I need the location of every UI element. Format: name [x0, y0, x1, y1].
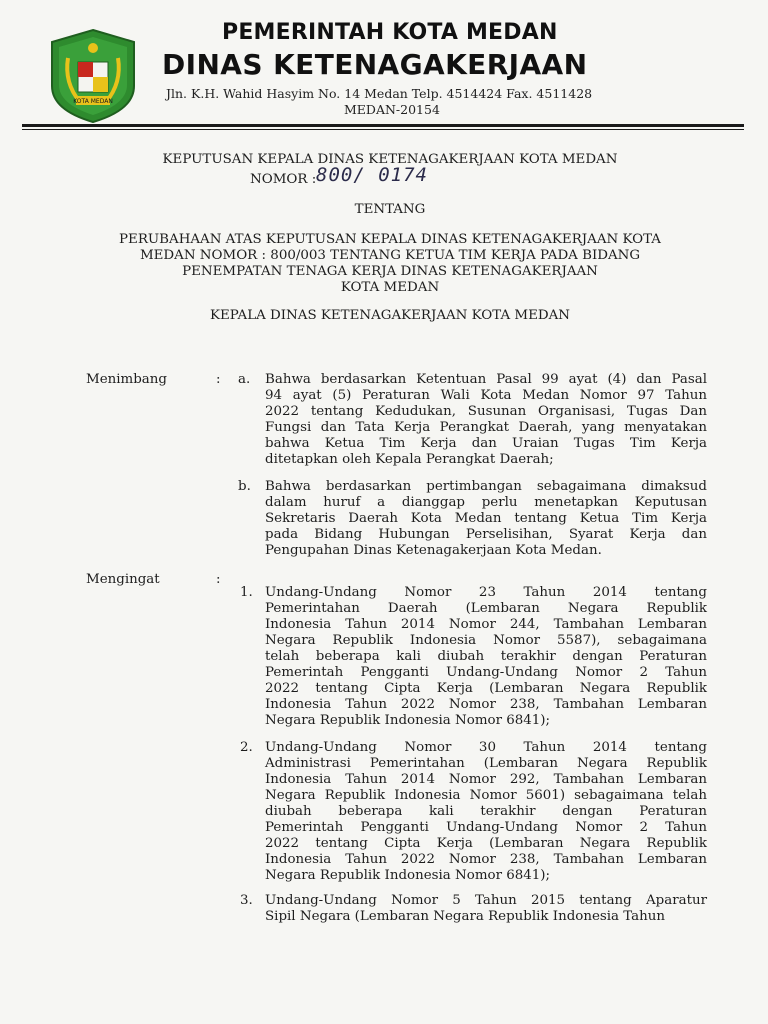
text-line: 2022 tentang Kedudukan, Susunan Organisasi, Tugas Dan: [265, 404, 707, 419]
text-line: Indonesia Tahun 2022 Nomor 238, Tambahan Lembaran: [265, 697, 707, 712]
text-line: Indonesia Tahun 2014 Nomor 244, Tambahan Lembaran: [265, 617, 707, 632]
menimbang-label: Menimbang: [86, 372, 167, 387]
text-line: Sipil Negara (Lembaran Negara Republik Indonesia Tahun: [265, 909, 666, 924]
mengingat-item-1: [265, 585, 707, 729]
text-line: dalam huruf a dianggap perlu menetapkan Keputusan: [265, 495, 707, 510]
text-line: Bahwa berdasarkan Ketentuan Pasal 99 ayat (4) dan Pasal: [265, 372, 707, 387]
issuer-heading: KEPALA DINAS KETENAGAKERJAAN KOTA MEDAN: [209, 308, 571, 323]
item-marker: 2.: [240, 740, 253, 755]
subject-line: PERUBAHAAN ATAS KEPUTUSAN KEPALA DINAS KETENAGAKERJAAN KOTA: [119, 232, 661, 247]
decree-number-row: [250, 164, 428, 187]
item-marker: a.: [238, 372, 251, 387]
text-line: Negara Republik Indonesia Nomor 6841);: [265, 713, 551, 728]
government-name: PEMERINTAH KOTA MEDAN: [222, 20, 558, 45]
decree-subject: [60, 232, 720, 296]
text-line: Undang-Undang Nomor 30 Tahun 2014 tentang: [265, 740, 707, 755]
text-line: Pemerintah Pengganti Undang-Undang Nomor 2 Tahun: [265, 820, 707, 835]
letterhead: [0, 0, 768, 135]
tentang-heading: TENTANG: [354, 202, 426, 217]
item-marker: 3.: [240, 893, 253, 908]
text-line: Fungsi dan Tata Kerja Perangkat Daerah, yang menyatakan: [265, 420, 707, 435]
text-line: Pengupahan Dinas Ketenagakerjaan Kota Medan.: [265, 543, 602, 558]
text-line: Bahwa berdasarkan pertimbangan sebagaimana dimaksud: [265, 479, 707, 494]
text-line: Negara Republik Indonesia Nomor 5587), sebagaimana: [265, 633, 707, 648]
text-line: diubah beberapa kali terakhir dengan Peraturan: [265, 804, 707, 819]
text-line: Undang-Undang Nomor 23 Tahun 2014 tentang: [265, 585, 707, 600]
subject-line: KOTA MEDAN: [340, 280, 440, 295]
text-line: Undang-Undang Nomor 5 Tahun 2015 tentang Aparatur: [265, 893, 707, 908]
letterhead-rule-thin: [22, 129, 744, 130]
text-line: Negara Republik Indonesia Nomor 6841);: [265, 868, 551, 883]
text-line: Sekretaris Daerah Kota Medan tentang Ketua Tim Kerja: [265, 511, 707, 526]
text-line: ditetapkan oleh Kepala Perangkat Daerah;: [265, 452, 554, 467]
agency-name: DINAS KETENAGAKERJAAN: [162, 48, 588, 81]
mengingat-item-3: [265, 893, 707, 925]
text-line: 2022 tentang Cipta Kerja (Lembaran Negara Republik: [265, 681, 707, 696]
agency-address: Jln. K.H. Wahid Hasyim No. 14 Medan Telp. 4514424 Fax. 4511428: [166, 86, 593, 101]
menimbang-colon: :: [216, 372, 221, 387]
city-emblem-logo: [46, 28, 140, 124]
agency-city-postal: MEDAN-20154: [344, 102, 440, 117]
logo-caption: KOTA MEDAN: [73, 98, 113, 105]
item-marker: 1.: [240, 585, 253, 600]
text-line: bahwa Ketua Tim Kerja dan Uraian Tugas Tim Kerja: [265, 436, 707, 451]
mengingat-label: Mengingat: [86, 572, 160, 587]
text-line: Negara Republik Indonesia Nomor 5601) sebagaimana telah: [265, 788, 707, 803]
item-marker: b.: [238, 479, 251, 494]
letterhead-rule-thick: [22, 124, 744, 127]
decree-number-handwritten: 800/ 0174: [316, 164, 428, 186]
text-line: pada Bidang Hubungan Perselisihan, Syarat Kerja dan: [265, 527, 707, 542]
text-line: 2022 tentang Cipta Kerja (Lembaran Negara Republik: [265, 836, 707, 851]
subject-line: MEDAN NOMOR : 800/003 TENTANG KETUA TIM KERJA PADA BIDANG: [139, 248, 641, 263]
decree-title: KEPUTUSAN KEPALA DINAS KETENAGAKERJAAN KOTA MEDAN: [162, 152, 618, 167]
text-line: telah beberapa kali diubah terakhir dengan Peraturan: [265, 649, 707, 664]
menimbang-item-a: [265, 372, 707, 468]
subject-line: PENEMPATAN TENAGA KERJA DINAS KETENAGAKERJAAN: [182, 264, 598, 279]
menimbang-item-b: [265, 479, 707, 559]
text-line: Administrasi Pemerintahan (Lembaran Negara Republik: [265, 756, 707, 771]
text-line: Pemerintah Pengganti Undang-Undang Nomor 2 Tahun: [265, 665, 707, 680]
mengingat-colon: :: [216, 572, 221, 587]
text-line: Pemerintahan Daerah (Lembaran Negara Republik: [265, 601, 707, 616]
decree-number-label: NOMOR :: [250, 172, 317, 187]
text-line: 94 ayat (5) Peraturan Wali Kota Medan Nomor 97 Tahun: [265, 388, 707, 403]
mengingat-item-2: [265, 740, 707, 884]
text-line: Indonesia Tahun 2022 Nomor 238, Tambahan Lembaran: [265, 852, 707, 867]
text-line: Indonesia Tahun 2014 Nomor 292, Tambahan Lembaran: [265, 772, 707, 787]
